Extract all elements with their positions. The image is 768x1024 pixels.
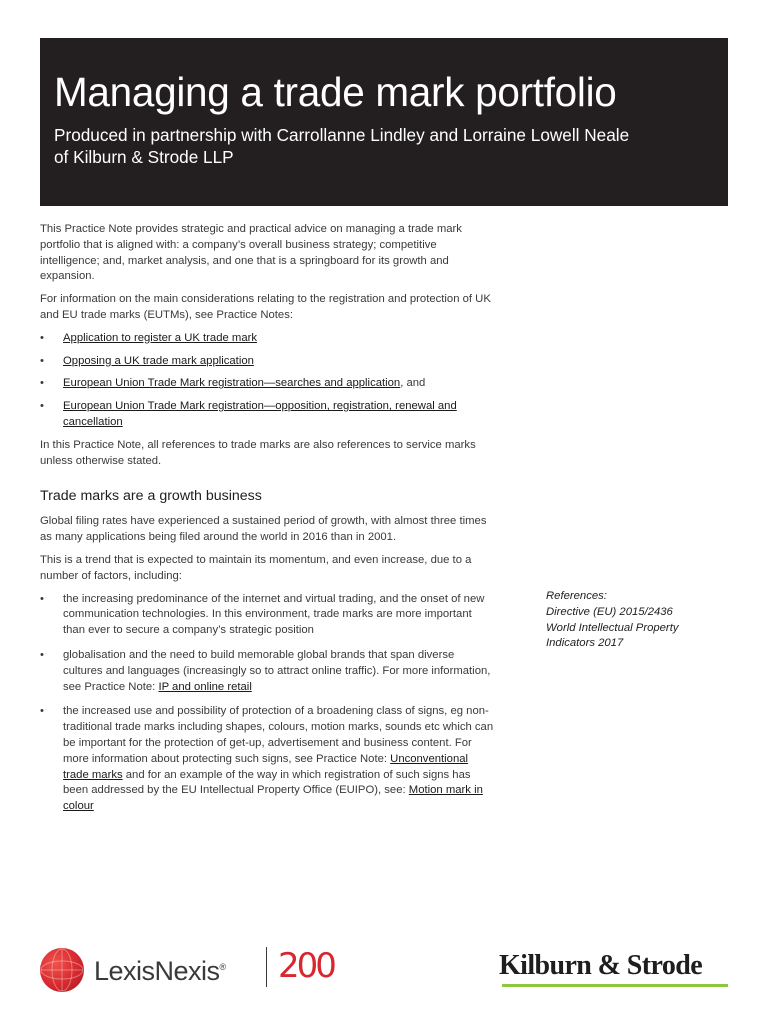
title-banner [40,38,728,206]
lexisnexis-name: LexisNexis [94,956,220,986]
factor-text: globalisation and the need to build memorable global brands that span diverse cultures and languages (increasingly so to attract online traffic). For more information, see Practice Note: [63,648,491,693]
lexisnexis-logo [40,944,360,988]
bullet: • [40,377,44,390]
service-marks-note: In this Practice Note, all references to trade marks are also references to service marks unless otherwise stated. [40,438,476,467]
reference-item: World Intellectual Property Indicators 2017 [546,621,679,650]
list-item [40,376,496,392]
bullet: • [40,648,44,661]
list-item [40,704,496,815]
anniversary-mark: 200 [278,946,334,986]
link-motion-mark[interactable]: Motion mark in colour [63,784,483,813]
main-content [40,222,496,824]
factor-text: the increased use and possibility of protection of a broadening class of signs, eg non-traditional trade marks including shapes, colours, motion marks, sounds etc which can be important for the protection of get-up, advertisement and business content. For more information about protecting such signs, see Practice Note: [63,705,494,765]
practice-notes-list [40,331,496,431]
factors-list [40,592,496,815]
list-item [40,399,496,431]
list-item [40,592,496,639]
bullet: • [40,705,44,718]
references-sidebar [546,589,726,652]
registered-mark: ® [219,962,226,972]
factor-text-2: and for an example of the way in which registration of such signs has been addressed by the EU Intellectual Property Office (EUIPO), see: [63,768,471,797]
list-item [40,354,496,370]
reference-item: Directive (EU) 2015/2436 [546,605,673,618]
link-application-register-uk[interactable]: Application to register a UK trade mark [63,331,258,344]
link-ip-online-retail[interactable]: IP and online retail [158,680,252,693]
subtitle [54,124,714,168]
subtitle-line-1: Produced in partnership with Carrollanne Lindley and Lorraine Lowell Neale [54,125,630,145]
link-eutm-searches[interactable]: European Union Trade Mark registration—searches and application [63,377,401,390]
bullet: • [40,331,44,344]
intro-paragraph: This Practice Note provides strategic and practical advice on managing a trade mark portfolio that is aligned with: a company’s overall business strategy; competitive intelligence; and, market analysis, and one that is a springboard for its growth and expansion. [40,223,462,283]
link-eutm-opposition[interactable]: European Union Trade Mark registration—opposition, registration, renewal and cancellation [63,400,457,428]
lexisnexis-wordmark [94,950,226,988]
references-label: References: [546,590,607,602]
section-heading: Trade marks are a growth business [40,488,262,505]
kilburn-strode-logo: Kilburn & Strode [499,950,703,981]
link-suffix: , and [400,377,426,390]
factors-paragraph: This is a trend that is expected to maintain its momentum, and even increase, due to a number of factors, including: [40,553,472,582]
bullet: • [40,400,44,413]
intro-paragraph-2: For information on the main considerations relating to the registration and protection of UK and EU trade marks (EUTMs), see Practice Notes: [40,293,491,321]
bullet: • [40,354,44,367]
link-unconventional-trade-marks[interactable]: Unconventional trade marks [63,752,469,781]
growth-paragraph: Global filing rates have experienced a sustained period of growth, with almost three times as many applications being filed around the world in 2016 than in 2001. [40,515,487,544]
factor-text: the increasing predominance of the internet and virtual trading, and the onset of new communication technologies. In this environment, trade marks are more important than ever to secure a company’s strategic position [63,592,485,637]
list-item [40,331,496,347]
kilburn-underline [502,984,728,987]
globe-pattern-icon [40,948,84,992]
link-opposing-uk[interactable]: Opposing a UK trade mark application [63,354,254,367]
subtitle-line-2: of Kilburn & Strode LLP [54,147,234,167]
list-item [40,648,496,695]
page-title: Managing a trade mark portfolio [54,69,617,115]
logo-divider [266,947,267,987]
bullet: • [40,592,44,605]
